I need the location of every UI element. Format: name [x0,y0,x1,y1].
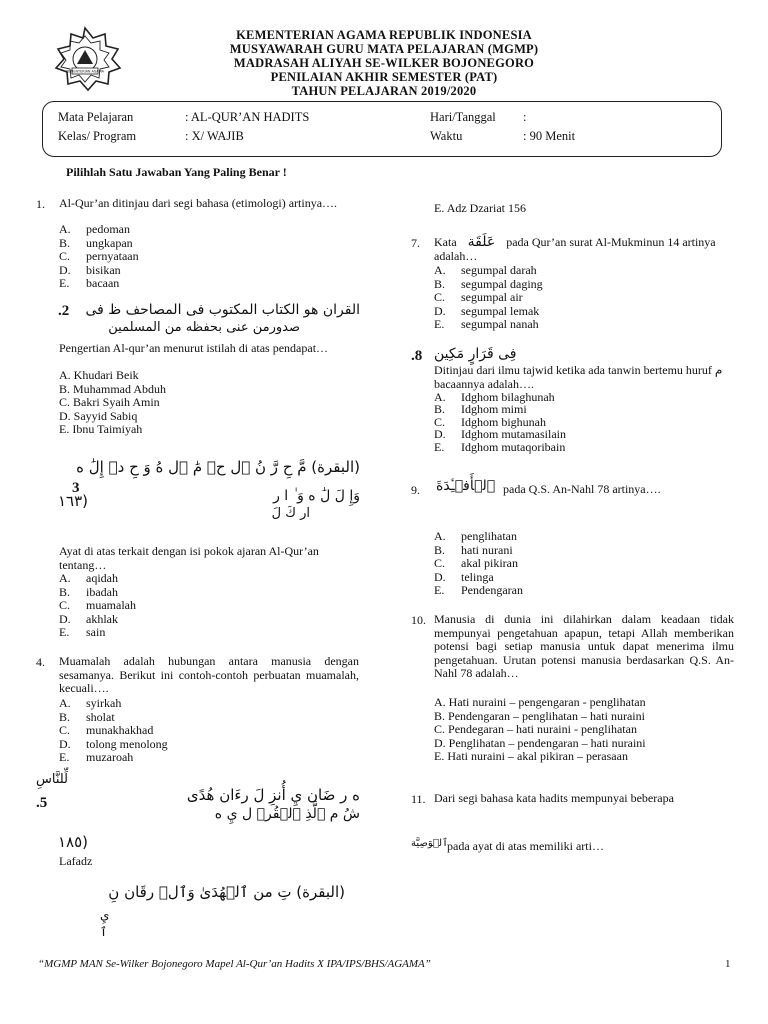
option-e: E. Hati nuraini – akal pikiran – perasaan [434,749,628,764]
q8-arabic: فِى قَرَارٍ مَكِين [434,346,517,362]
option-e: E. bacaan [59,276,120,291]
class-label: Kelas/ Program [58,129,137,143]
option-c: C. Pendegaran – hati nuraini - penglihatan [434,722,637,737]
q3-arabic-line3: ار كَ لَ [271,506,310,521]
option-b: B. sholat [59,709,115,724]
q5-arabic-line3: (البقرة) تِ من ٱلۡهُدَىٰ وَٱلۡ رقَان نِ [108,883,345,901]
q7-arabic-word: عَلَقَة [467,234,496,250]
q8-number: .8 [411,348,423,364]
q11-text2: pada ayat di atas memiliki arti… [447,839,604,853]
instruction: Pilihlah Satu Jawaban Yang Paling Benar ! [66,165,287,179]
header-year: TAHUN PELAJARAN 2019/2020 [291,84,477,98]
date-label: Hari/Tanggal [430,110,496,124]
option-b: B. segumpal daging [434,276,543,291]
time-label: Waktu [430,129,463,143]
option-e: E. sain [59,625,106,640]
option-d: D. Sayyid Sabiq [59,408,138,423]
q11-arabic: ٱلۡوَصِيَّة [411,838,448,849]
option-a: A. syirkah [59,696,122,710]
option-c: C. Bakri Syaih Amin [59,395,160,410]
q7-text: Kata عَلَقَة pada Qur’an surat Al-Mukminun 14 artinya adalah… [434,234,716,263]
q2-arabic-line1: القران هو الكتاب المكتوب فى المصاحف ظ فى [85,302,360,318]
option-d: D. Idghom mutamasilain [434,427,566,442]
q9-number: 9. [411,483,420,497]
q11-number: 11. [411,792,426,806]
option-c: C. segumpal air [434,290,523,305]
q2-arabic-line2: صدورمن عنى بحفظه من المسلمين [108,320,300,335]
q3-arabic-line2: وَإِ لَ لَٰ ه وَ ٰ ا ر [273,488,360,504]
option-c: C. Idghom bighunah [434,414,546,429]
class-value: : X/ WAJIB [185,129,244,143]
svg-text:KEMENTERIAN AGAMA: KEMENTERIAN AGAMA [66,69,104,74]
option-c: C. akal pikiran [434,556,518,571]
q5-verse-number: (١٨٥ [58,833,89,851]
q6-option-e: E. Adz Dzariat 156 [434,201,526,215]
option-b: B. hati nurani [434,542,513,557]
q8-text: Ditinjau dari ilmu tajwid ketika ada tanwin bertemu huruf م bacaannya adalah…. [434,363,723,391]
option-b: B. Muhammad Abduh [59,381,167,396]
q3-verse-number: (١٦٣ [58,492,89,510]
option-e: E. Ibnu Taimiyah [59,422,143,437]
q7-number: 7. [411,236,420,250]
option-b: B. Pendengaran – penglihatan – hati nuraini [434,708,645,723]
q10-options [434,696,646,764]
q11-text: Dari segi bahasa kata hadits mempunyai beberapa [434,791,674,805]
option-a: A. Idghom bilaghunah [434,390,555,404]
q5-arabic-line5: ٱ [100,925,108,939]
q5-arabic-line4: يِ [100,908,110,922]
option-a: A. Hati nuraini – pengengaran - penglihatan [434,695,646,709]
option-d: D. telinga [434,569,494,584]
date-value: : [523,110,527,124]
header-madrasah: MADRASAH ALIYAH SE-WILKER BOJONEGORO [233,56,535,70]
option-c: C. pernyataan [59,249,139,264]
q5-arabic-line1: ه ر ضَان يِ أُنزِ لَ رءَان هُدًى [186,786,360,804]
header-ministry: KEMENTERIAN AGAMA REPUBLIK INDONESIA [236,28,532,42]
option-d: D. akhlak [59,611,118,626]
option-e: E. Idghom mutaqoribain [434,439,566,454]
q9-options [434,530,523,598]
option-a: A. aqidah [59,571,118,585]
option-e: E. segumpal nanah [434,317,539,332]
time-value: : 90 Menit [523,129,576,143]
exam-info-box [42,101,722,157]
option-d: D. Penglihatan – pendengaran – hati nuraini [434,735,646,750]
option-d: D. bisikan [59,262,121,277]
q3-options [59,572,136,640]
subject-label: Mata Pelajaran [58,110,134,124]
q2-options [59,369,166,437]
q9-text: pada Q.S. An-Nahl 78 artinya…. [503,482,661,496]
option-e: E. muzaroah [59,750,134,765]
q7-options [434,264,543,332]
q3-text: Ayat di atas terkait dengan isi pokok ajaran Al-Qur’an tentang… [59,544,319,572]
option-a: A. pedoman [59,222,130,236]
header-exam: PENILAIAN AKHIR SEMESTER (PAT) [270,70,498,84]
q3-arabic-verse: (البقرة) مَّ حِ رَّ نُ ٱل حۡ مَٰ ٱل هُ وَ حِ دٞ إِلَٰ ه [76,458,360,476]
option-c: C. muamalah [59,598,136,613]
option-b: B. ungkapan [59,235,133,250]
option-b: B. Idghom mimi [434,402,527,417]
page-number: 1 [725,958,731,970]
option-e: E. Pendengaran [434,583,523,598]
q2-number: .2 [58,303,70,319]
q5-lafadz: Lafadz [59,854,93,868]
option-c: C. munakhakhad [59,723,154,738]
q3-number: 3 [72,480,80,496]
header-mgmp: MUSYAWARAH GURU MATA PELAJARAN (MGMP) [229,42,539,56]
q4-options [59,697,168,765]
q5-number: .5 [36,795,48,811]
option-a: A. penglihatan [434,529,517,543]
q2-text: Pengertian Al-qur’an menurut istilah di atas pendapat… [59,341,329,355]
option-a: A. segumpal darah [434,263,537,277]
q9-arabic: ٱلۡأَفۡـِٔدَةَ [436,478,496,494]
q1-text: Al-Qur’an ditinjau dari segi bahasa (etimologi) artinya…. [59,196,338,210]
q10-number: 10. [411,613,426,627]
q1-options [59,223,139,291]
q5-arabic-line2: شُ م ٱلَّذِ ٱلۡقُرۡ ل يِ ه [214,806,360,822]
q8-options [434,391,566,453]
subject-value: : AL-QUR’AN HADITS [185,110,310,124]
option-a: A. Khudari Beik [59,368,139,382]
q4-number: 4. [36,655,45,669]
q10-text: Manusia di dunia ini dilahirkan dalam keadaan tidak mempunyai pengetahuan apapun, tetapi Allah memberikan potensi bagi setiap manusia untuk dapat menerima ilmu pengetahuan. Urutan potensi manusia berdasarkan Q.S. An-Nahl 78 adalah… [434,612,734,680]
q5-arabic-top: لِّلنَّاسِ [36,772,69,787]
footer-text: “MGMP MAN Se-Wilker Bojonegoro Mapel Al-Qur’an Hadits X IPA/IPS/BHS/AGAMA” [38,958,431,970]
option-b: B. ibadah [59,584,118,599]
q1-number: 1. [36,197,45,211]
option-d: D. tolong menolong [59,736,168,751]
option-d: D. segumpal lemak [434,303,540,318]
q4-text: Muamalah adalah hubungan antara manusia dengan sesamanya. Berikut ini contoh-contoh perbuatan muamalah, kecuali…. [59,654,359,695]
